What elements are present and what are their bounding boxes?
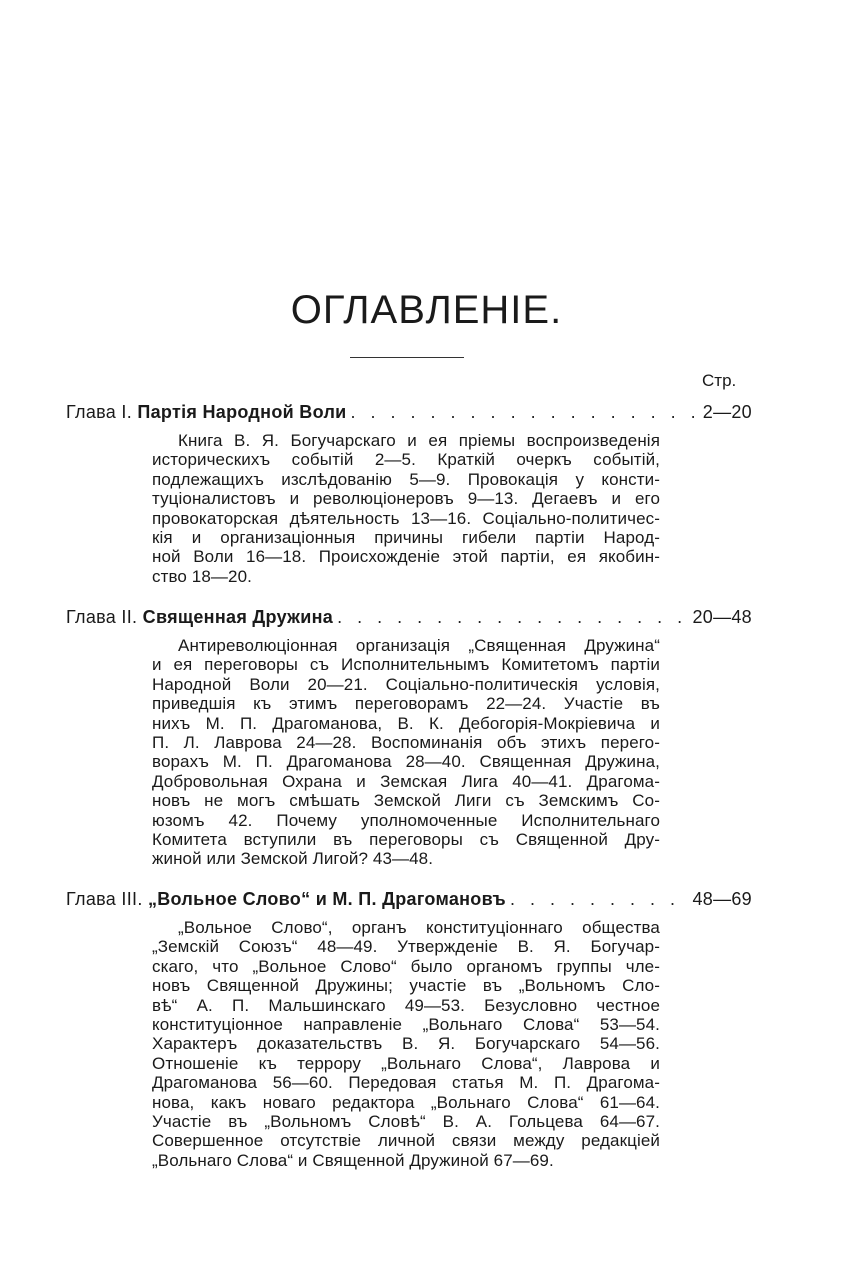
chapter-heading — [66, 402, 766, 423]
page-title: ОГЛАВЛЕНIЕ. — [290, 288, 563, 332]
summary-line: Народной Воли 20—21. Соцiально-политическiя условiя, — [152, 674, 660, 694]
summary-line: Антиреволюцiонная организацiя „Священная Дружина“ — [178, 636, 660, 655]
summary-line: подлежащихъ изслѣдованiю 5—9. Провокацiя у консти- — [152, 469, 660, 489]
summary-line: провокаторская дѣятельность 13—16. Соцiально-политичес- — [152, 508, 660, 528]
summary-line: нихъ М. П. Драгоманова, В. К. Дебогорiя-Мокрiевича и — [152, 713, 660, 733]
summary-line: Драгоманова 56—60. Передовая статья М. П. Драгома- — [152, 1073, 660, 1093]
summary-line: нова, какъ новаго редактора „Вольнаго Слова“ 61—64. — [152, 1092, 660, 1112]
summary-line: Комитета вступили въ переговоры съ Священной Дру- — [152, 830, 660, 850]
summary-line: приведшiя къ этимъ переговорамъ 22—24. Участiе въ — [152, 694, 660, 714]
summary-line: туцiоналистовъ и революцiонеровъ 9—13. Дегаевъ и его — [152, 489, 660, 509]
chapter-heading — [66, 889, 766, 910]
chapter-summary — [152, 636, 660, 869]
dot-leader — [351, 402, 699, 423]
summary-line: Добровольная Охрана и Земская Лига 40—41. Драгома- — [152, 771, 660, 791]
chapter-pages: 20—48 — [692, 607, 752, 627]
summary-line: Совершенное отсутствiе личной связи между редакцiей — [152, 1131, 660, 1151]
summary-line: ворахъ М. П. Драгоманова 28—40. Священная Дружина, — [152, 752, 660, 772]
summary-line: Характеръ доказательствъ В. Я. Богучарскаго 54—56. — [152, 1034, 660, 1054]
chapter-summary — [152, 431, 660, 586]
summary-line: П. Л. Лаврова 24—28. Воспоминанiя объ этихъ перего- — [152, 733, 660, 753]
summary-line: „Вольнаго Слова“ и Священной Дружиной 67—69. — [152, 1150, 554, 1170]
summary-line: конституцiонное направленiе „Вольнаго Слова“ 53—54. — [152, 1015, 660, 1035]
chapter-2 — [66, 607, 766, 869]
summary-line: юзомъ 42. Почему уполномоченные Исполнительнаго — [152, 810, 660, 830]
title-divider — [350, 357, 464, 358]
summary-line: кiя и организацiонныя причины гибели партiи Народ- — [152, 528, 660, 548]
summary-line: новъ Священной Дружины; участiе въ „Вольномъ Сло- — [152, 976, 660, 996]
dot-leader — [337, 607, 688, 628]
summary-line: „Вольное Слово“, органъ конституцiоннаго общества — [178, 918, 660, 937]
summary-line: Участiе въ „Вольномъ Словѣ“ В. А. Гольцева 64—67. — [152, 1112, 660, 1132]
chapter-number: Глава III. — [66, 889, 143, 909]
summary-line: историческихъ событiй 2—5. Краткiй очеркъ событiй, — [152, 450, 660, 470]
chapter-number: Глава II. — [66, 607, 138, 627]
dot-leader — [510, 889, 689, 910]
summary-line: Книга В. Я. Богучарскаго и ея прiемы воспроизведенiя — [178, 431, 660, 450]
summary-line: вѣ“ А. П. Мальшинскаго 49—53. Безусловно честное — [152, 995, 660, 1015]
summary-line: ной Воли 16—18. Происхожденiе этой партiи, ея якобин- — [152, 547, 660, 567]
summary-line: скаго, что „Вольное Слово“ было органомъ группы чле- — [152, 956, 660, 976]
summary-line: Отношенiе къ террору „Вольнаго Слова“, Лаврова и — [152, 1053, 660, 1073]
summary-line: ство 18—20. — [152, 566, 252, 586]
summary-line: новъ не могъ смѣшать Земской Лиги съ Земскимъ Со- — [152, 791, 660, 811]
chapter-number: Глава I. — [66, 402, 133, 422]
chapter-title: Священная Дружина — [142, 607, 334, 627]
chapter-pages: 2—20 — [702, 402, 752, 422]
summary-line: жиной или Земской Лигой? 43—48. — [152, 849, 434, 869]
page-column-header: Стр. — [702, 371, 737, 390]
chapter-pages: 48—69 — [692, 889, 752, 909]
summary-line: „Земскiй Союзъ“ 48—49. Утвержденiе В. Я. Богучар- — [152, 937, 660, 957]
chapter-1 — [66, 402, 766, 586]
chapter-3 — [66, 889, 766, 1170]
summary-line: и ея переговоры съ Исполнительнымъ Комитетомъ партiи — [152, 655, 660, 675]
chapter-heading — [66, 607, 766, 628]
chapter-summary — [152, 918, 660, 1170]
chapter-title: Партiя Народной Воли — [137, 402, 347, 422]
chapter-title: „Вольное Слово“ и М. П. Драгомановъ — [147, 889, 506, 909]
